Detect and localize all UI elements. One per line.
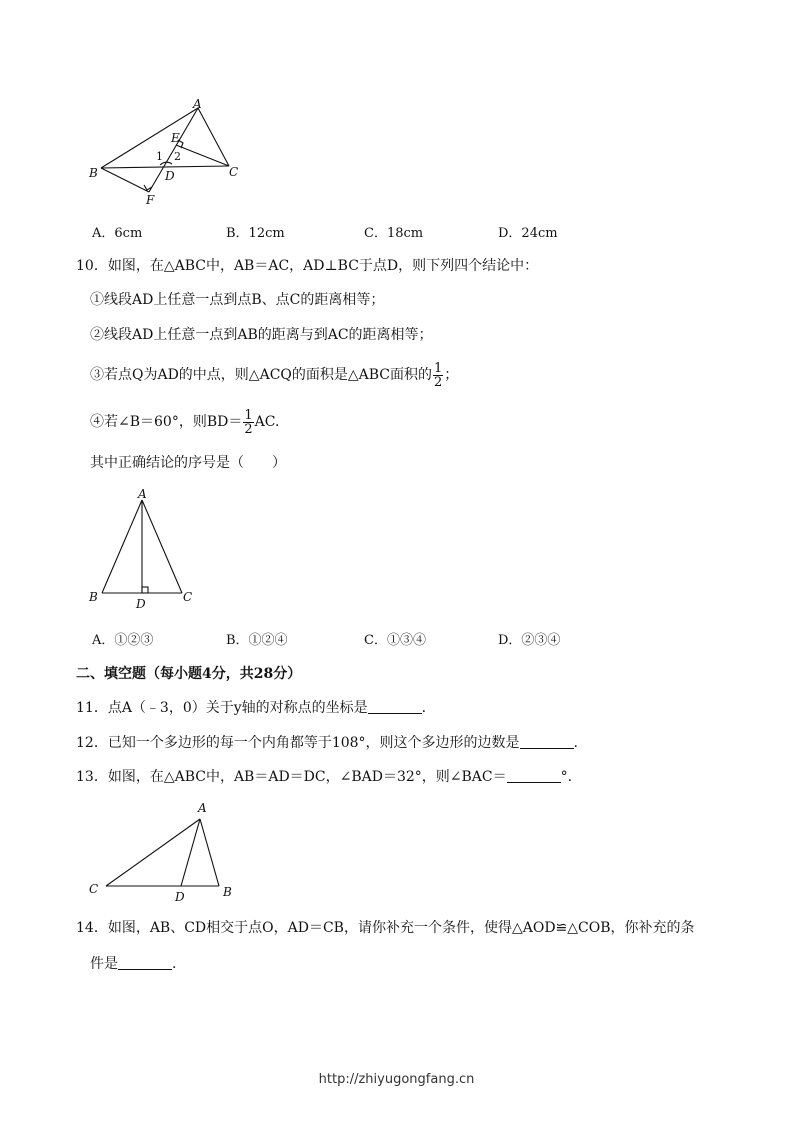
fig10-label-a: A — [138, 487, 147, 501]
q14-line-1: 14．如图，AB、CD相交于点O，AD＝CB，请你补充一个条件，使得△AOD≌△COB，你补充的条 — [76, 920, 695, 936]
fig10-label-b: B — [89, 590, 98, 604]
fraction-one-half: $\frac{1}{2}$ — [244, 407, 253, 437]
q10-s3-text: ③若点Q为AD的中点，则△ACQ的面积是△ABC面积的 — [90, 367, 433, 383]
q11 — [76, 698, 426, 718]
q10-option-c: C．①③④ — [364, 633, 426, 648]
q9-figure — [86, 96, 246, 208]
q14-line-2 — [90, 954, 176, 974]
fig9-label-b: B — [89, 166, 98, 180]
q13-end: °. — [560, 769, 573, 785]
q13 — [76, 767, 572, 787]
fig9-angle-1: 1 — [156, 150, 163, 163]
q13-text: 13．如图，在△ABC中，AB＝AD＝DC，∠BAD＝32°，则∠BAC＝ — [76, 769, 507, 785]
q14-end: . — [172, 956, 177, 972]
q10-stem: 10．如图，在△ABC中，AB＝AC，AD⊥BC于点D，则下列四个结论中： — [76, 258, 539, 274]
fig9-label-e: E — [171, 131, 180, 145]
q10-statement-4 — [90, 405, 279, 439]
q12-answer-blank[interactable] — [520, 734, 574, 749]
q14-answer-blank[interactable] — [118, 955, 172, 970]
q12 — [76, 733, 578, 753]
fig10-label-c: C — [183, 590, 193, 604]
q10-statement-3 — [90, 358, 458, 392]
fig9-angle-2: 2 — [174, 150, 181, 163]
q10-statement-2: ②线段AD上任意一点到AB的距离与到AC的距离相等； — [90, 327, 433, 343]
fig9-label-a: A — [193, 97, 202, 111]
q9-option-b: B．12cm — [226, 226, 285, 241]
q11-text: 11．点A（﹣3，0）关于y轴的对称点的坐标是 — [76, 700, 368, 716]
fig13-label-d: D — [175, 890, 185, 904]
section-2-heading: 二、填空题（每小题4分，共28分） — [76, 666, 302, 682]
q10-s4-text: ④若∠B＝60°，则BD＝ — [90, 414, 243, 430]
q9-option-c: C．18cm — [364, 226, 424, 241]
footer-url: http://zhiyugongfang.cn — [318, 1072, 475, 1087]
fig9-label-f: F — [146, 193, 155, 207]
q10-s3-end: ； — [444, 367, 459, 383]
q10-option-a: A．①②③ — [92, 633, 154, 648]
fig9-label-c: C — [229, 165, 239, 179]
q10-figure — [86, 486, 198, 614]
q12-text: 12．已知一个多边形的每一个内角都等于108°，则这个多边形的边数是 — [76, 735, 520, 751]
fig13-label-a: A — [198, 801, 207, 815]
fig10-label-d: D — [136, 597, 146, 611]
q13-figure — [86, 800, 242, 904]
fraction-one-half: $\frac{1}{2}$ — [434, 360, 443, 390]
q10-option-d: D．②③④ — [498, 633, 561, 648]
q11-end: . — [421, 700, 427, 716]
q9-option-a: A．6cm — [92, 226, 143, 241]
q10-ask: 其中正确结论的序号是（ ） — [90, 455, 286, 471]
q9-option-d: D．24cm — [498, 226, 558, 241]
q13-answer-blank[interactable] — [507, 768, 561, 783]
fig13-label-b: B — [223, 885, 232, 899]
q14-text: 件是 — [90, 956, 118, 972]
q10-s4-end: AC. — [254, 414, 280, 430]
fig9-label-d: D — [165, 169, 175, 183]
q11-answer-blank[interactable] — [368, 699, 422, 714]
q10-option-b: B．①②④ — [226, 633, 288, 648]
q10-statement-1: ①线段AD上任意一点到点B、点C的距离相等； — [90, 292, 385, 308]
fig13-label-c: C — [89, 882, 99, 896]
q12-end: . — [573, 735, 578, 751]
